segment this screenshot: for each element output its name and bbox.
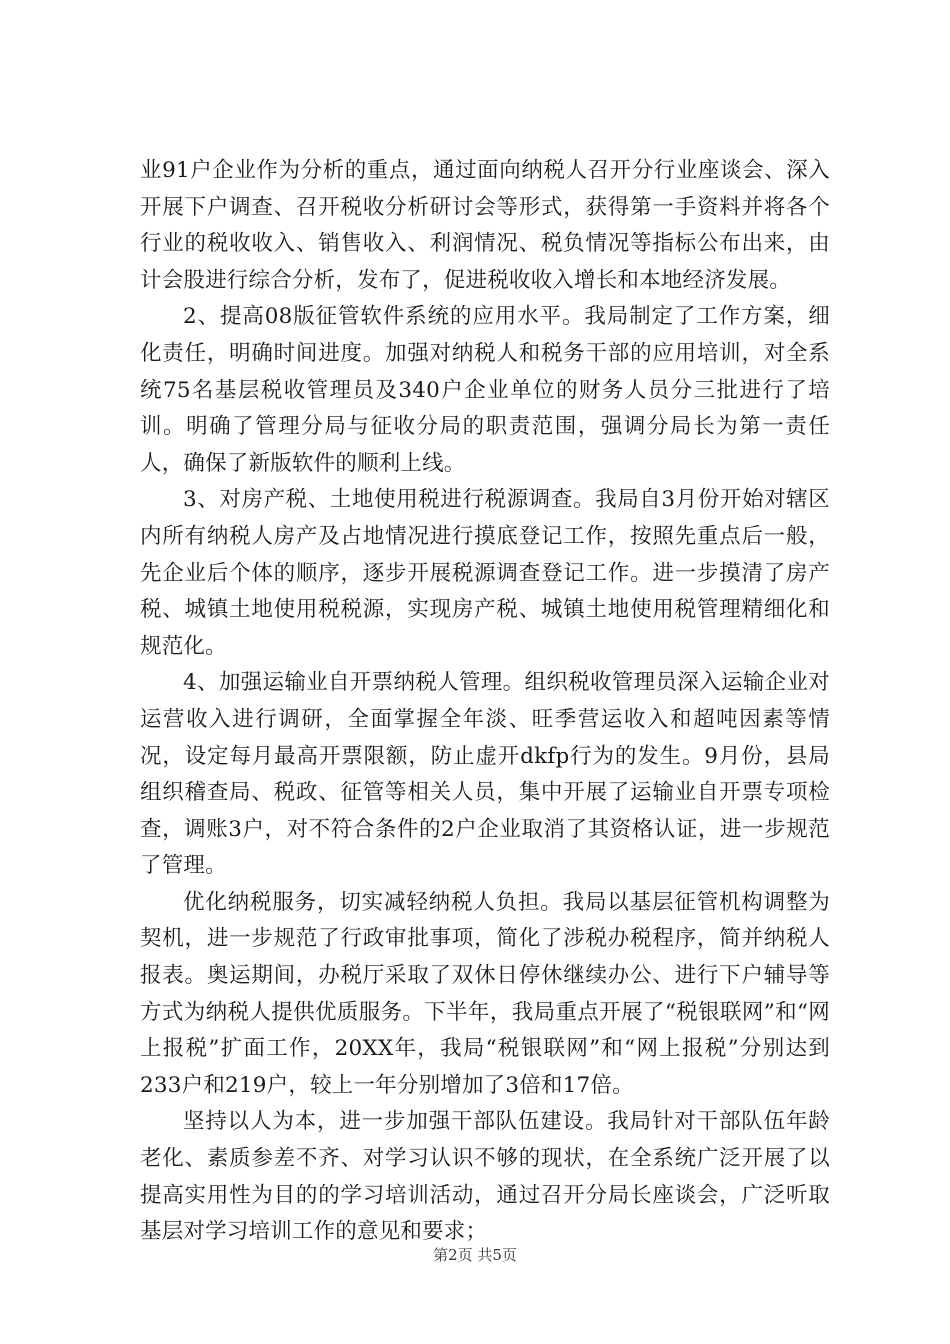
document-body [140,153,830,1251]
paragraph-staff-building: 坚持以人为本，进一步加强干部队伍建设。我局针对干部队伍年龄老化、素质参差不齐、对学习认识不够的现状，在全系统广泛开展了以提高实用性为目的的学习培训活动，通过召开分局长座谈会，广泛听取基层对学习培训工作的意见和要求； [140,1109,830,1245]
paragraph-item-2: 2、提高08版征管软件系统的应用水平。我局制定了工作方案，细化责任，明确时间进度。加强对纳税人和税务干部的应用培训，对全系统75名基层税收管理员及340户企业单位的财务人员分三批进行了培训。明确了管理分局与征收分局的职责范围，强调分局长为第一责任人，确保了新版软件的顺利上线。 [140,304,830,476]
paragraph-continued: 业91户企业作为分析的重点，通过面向纳税人召开分行业座谈会、深入开展下户调查、召开税收分析研讨会等形式，获得第一手资料并将各个行业的税收收入、销售收入、利润情况、税负情况等指标公布出来，由计会股进行综合分析，发布了，促进税收收入增长和本地经济发展。 [140,158,830,293]
paragraph-item-4: 4、加强运输业自开票纳税人管理。组织税收管理员深入运输企业对运营收入进行调研，全面掌握全年淡、旺季营运收入和超吨因素等情况，设定每月最高开票限额，防止虚开dkfp行为的发生。9月份，县局组织稽查局、税政、征管等相关人员，集中开展了运输业自开票专项检查，调账3户，对不符合条件的2户企业取消了其资格认证，进一步规范了管理。 [140,670,830,879]
page-number-footer: 第2页 共5页 [433,1246,517,1264]
paragraph-item-3: 3、对房产税、土地使用税进行税源调查。我局自3月份开始对辖区内所有纳税人房产及占地情况进行摸底登记工作，按照先重点后一般，先企业后个体的顺序，逐步开展税源调查登记工作。进一步摸清了房产税、城镇土地使用税税源，实现房产税、城镇土地使用税管理精细化和规范化。 [140,487,830,659]
paragraph-taxpayer-service: 优化纳税服务，切实减轻纳税人负担。我局以基层征管机构调整为契机，进一步规范了行政审批事项，简化了涉税办税程序，简并纳税人报表。奥运期间，办税厅采取了双休日停休继续办公、进行下户辅导等方式为纳税人提供优质服务。下半年，我局重点开展了“税银联网”和“网上报税”扩面工作，20XX年，我局“税银联网”和“网上报税”分别达到233户和219户，较上一年分别增加了3倍和17倍。 [140,889,830,1098]
